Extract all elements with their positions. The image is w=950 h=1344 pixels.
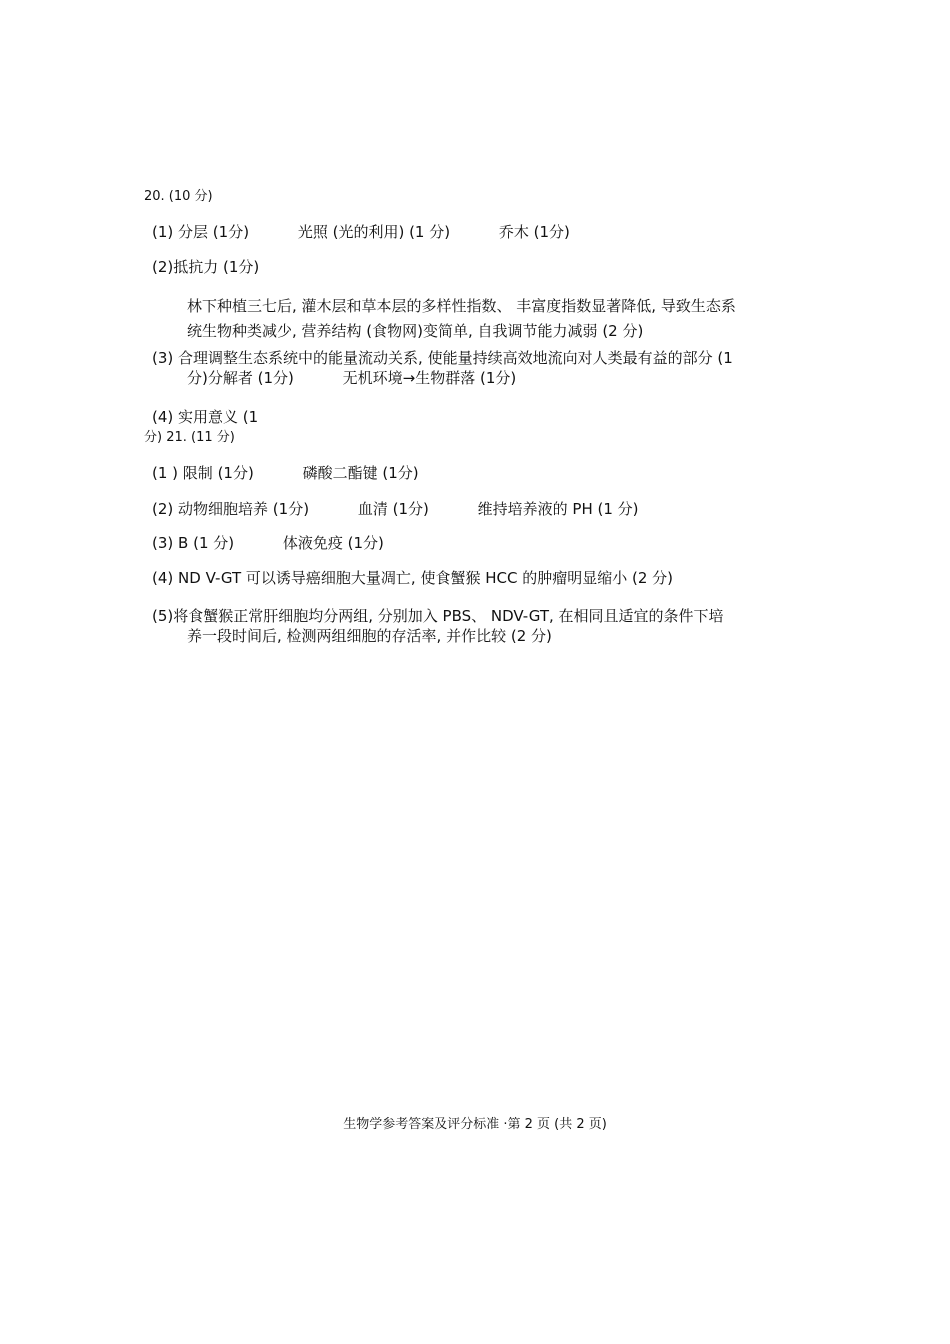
page-footer: 生物学参考答案及评分标准 ·第 2 页 (共 2 页) (343, 1117, 607, 1132)
q20-part2-label: (2)抵抗力 (1分) (152, 258, 260, 276)
q21-part2-label: (2) (152, 500, 174, 518)
q21-part1-answer-a: 限制 (1分) (182, 464, 254, 482)
q20-part3-line2 (187, 368, 516, 388)
q21-part5-line1: (5)将食蟹猴正常肝细胞均分两组, 分别加入 PBS、 NDV-GT, 在相同且适宜的条件下培 (152, 607, 724, 625)
q21-part3-answer-b: 体液免疫 (1分) (282, 534, 384, 552)
q21-part3-label: (3) (152, 534, 174, 552)
q20-part2-line2: 统生物种类减少, 营养结构 (食物网)变简单, 自我调节能力减弱 (2 分) (187, 322, 644, 340)
q21-part2-answer-a: 动物细胞培养 (1分) (178, 500, 310, 518)
q20-part3-text2b: 无机环境→生物群落 (1分) (342, 369, 517, 387)
q21-part2-answer-c: 维持培养液的 PH (1 分) (477, 500, 639, 518)
q20-part1-label: (1) (152, 223, 174, 241)
q21-heading: 分) 21. (11 分) (144, 430, 235, 445)
q20-part4: (4) 实用意义 (1 (152, 408, 259, 426)
q21-part2-answer-b: 血清 (1分) (357, 500, 429, 518)
q20-part3-text2a: 分)分解者 (1分) (187, 369, 294, 387)
q20-part2-line1: 林下种植三七后, 灌木层和草本层的多样性指数、 丰富度指数显著降低, 导致生态系 (187, 297, 736, 315)
q20-part3-label: (3) (152, 349, 174, 367)
q21-part4 (152, 568, 673, 588)
q20-heading: 20. (10 分) (144, 189, 213, 204)
q21-part1-label: (1 ) (152, 464, 179, 482)
q20-part1-answer-b: 光照 (光的利用) (1 分) (297, 223, 451, 241)
q20-part1-answer-c: 乔木 (1分) (498, 223, 570, 241)
q20-part3-text1: 合理调整生态系统中的能量流动关系, 使能量持续高效地流向对人类最有益的部分 (1 (178, 349, 733, 367)
q21-part4-text: ND V-GT 可以诱导癌细胞大量凋亡, 使食蟹猴 HCC 的肿瘤明显缩小 (2 分) (178, 569, 674, 587)
q20-part3-line1 (152, 348, 733, 368)
q21-part3-answer-a: B (1 分) (178, 534, 235, 552)
q21-part5-line2: 养一段时间后, 检测两组细胞的存活率, 并作比较 (2 分) (187, 627, 552, 645)
q21-part3 (152, 533, 384, 553)
q21-part1 (152, 463, 419, 483)
q21-part2 (152, 499, 639, 519)
q20-part1 (152, 222, 570, 242)
q21-part4-label: (4) (152, 569, 174, 587)
q21-part1-answer-b: 磷酸二酯键 (1分) (302, 464, 419, 482)
q20-part1-answer-a: 分层 (1分) (178, 223, 250, 241)
